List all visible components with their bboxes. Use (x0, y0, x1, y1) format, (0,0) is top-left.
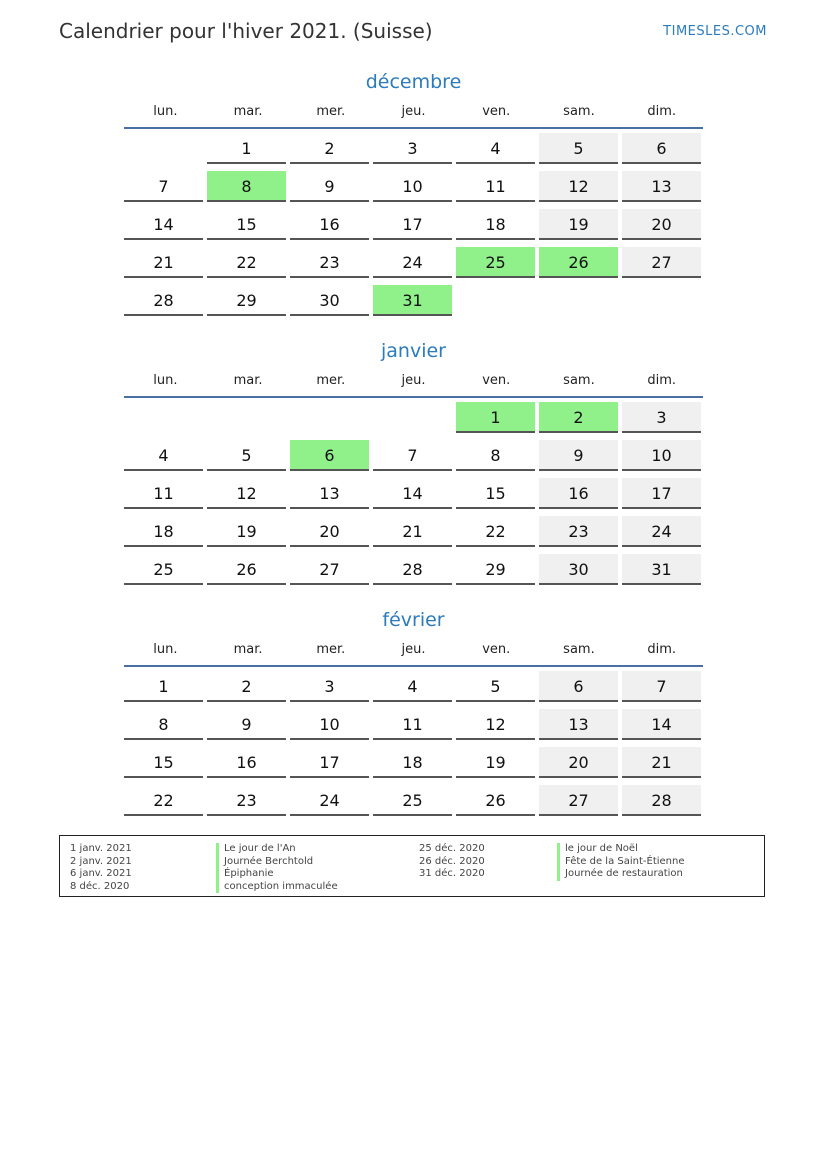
legend-date: 6 janv. 2021 (70, 868, 132, 879)
day-cell[interactable]: 23 (207, 785, 286, 816)
weekday-label: mar. (233, 373, 263, 388)
weekday-label: ven. (482, 642, 511, 657)
day-cell[interactable]: 30 (290, 285, 369, 316)
day-cell[interactable]: 29 (207, 285, 286, 316)
day-cell[interactable]: 4 (124, 440, 203, 471)
day-cell[interactable]: 10 (290, 709, 369, 740)
day-cell[interactable]: 30 (539, 554, 618, 585)
day-cell[interactable]: 4 (456, 133, 535, 164)
day-cell[interactable]: 15 (207, 209, 286, 240)
day-cell[interactable]: 17 (290, 747, 369, 778)
month-name: décembre (365, 71, 462, 93)
weekday-label: mer. (316, 104, 346, 119)
day-cell[interactable]: 31 (622, 554, 701, 585)
day-cell[interactable]: 9 (539, 440, 618, 471)
day-cell[interactable]: 18 (456, 209, 535, 240)
day-cell[interactable]: 22 (124, 785, 203, 816)
legend-date: 26 déc. 2020 (419, 855, 485, 867)
day-cell[interactable]: 17 (373, 209, 452, 240)
day-cell[interactable]: 20 (290, 516, 369, 547)
day-cell[interactable]: 27 (622, 247, 701, 278)
day-cell[interactable]: 10 (373, 171, 452, 202)
day-cell[interactable]: 19 (207, 516, 286, 547)
weekday-label: mer. (316, 373, 346, 388)
day-cell[interactable]: 25 (124, 554, 203, 585)
day-cell[interactable]: 9 (207, 709, 286, 740)
weekday-header (124, 641, 703, 667)
day-cell[interactable]: 4 (373, 671, 452, 702)
page-title: Calendrier pour l'hiver 2021. (Suisse) (59, 19, 433, 43)
holiday-day-cell[interactable]: 6 (290, 440, 369, 471)
day-cell[interactable]: 12 (456, 709, 535, 740)
legend-holiday-name: Fête de la Saint-Étienne (557, 856, 685, 869)
day-cell[interactable]: 13 (622, 171, 701, 202)
day-grid (124, 671, 703, 823)
day-cell[interactable]: 15 (124, 747, 203, 778)
empty-cell (207, 402, 286, 433)
day-cell[interactable]: 8 (124, 709, 203, 740)
legend-holiday-name: Épiphanie (216, 868, 338, 881)
day-cell[interactable]: 16 (539, 478, 618, 509)
day-cell[interactable]: 15 (456, 478, 535, 509)
legend-date: 25 déc. 2020 (419, 843, 485, 854)
day-cell[interactable]: 29 (456, 554, 535, 585)
day-grid (124, 133, 703, 323)
day-cell[interactable]: 21 (622, 747, 701, 778)
day-cell[interactable]: 16 (290, 209, 369, 240)
legend-holiday-name: conception immaculée (216, 881, 338, 894)
weekday-label: mar. (233, 104, 263, 119)
month-january (124, 337, 703, 592)
weekday-header (124, 103, 703, 129)
day-cell[interactable]: 8 (456, 440, 535, 471)
holiday-day-cell[interactable]: 8 (207, 171, 286, 202)
day-cell[interactable]: 28 (124, 285, 203, 316)
day-cell[interactable]: 6 (622, 133, 701, 164)
day-cell[interactable]: 14 (622, 709, 701, 740)
day-cell[interactable]: 19 (456, 747, 535, 778)
day-cell[interactable]: 24 (622, 516, 701, 547)
day-cell[interactable]: 3 (373, 133, 452, 164)
day-cell[interactable]: 19 (539, 209, 618, 240)
legend-date: 31 déc. 2020 (419, 868, 485, 879)
weekday-label: ven. (482, 104, 511, 119)
day-cell[interactable]: 5 (207, 440, 286, 471)
weekday-label: dim. (647, 104, 676, 119)
holiday-day-cell[interactable]: 31 (373, 285, 452, 316)
holiday-day-cell[interactable]: 25 (456, 247, 535, 278)
weekday-label: lun. (153, 373, 178, 388)
day-cell[interactable]: 5 (456, 671, 535, 702)
day-cell[interactable]: 11 (124, 478, 203, 509)
day-cell[interactable]: 27 (539, 785, 618, 816)
weekday-label: dim. (647, 373, 676, 388)
weekday-label: lun. (153, 104, 178, 119)
legend-dates-left (70, 843, 132, 893)
day-cell[interactable]: 24 (373, 247, 452, 278)
day-cell[interactable]: 7 (622, 671, 701, 702)
day-cell[interactable]: 5 (539, 133, 618, 164)
day-cell[interactable]: 24 (290, 785, 369, 816)
day-cell[interactable]: 12 (539, 171, 618, 202)
weekday-label: mer. (316, 642, 346, 657)
day-cell[interactable]: 23 (290, 247, 369, 278)
day-cell[interactable]: 13 (290, 478, 369, 509)
day-cell[interactable]: 27 (290, 554, 369, 585)
weekday-label: ven. (482, 373, 511, 388)
day-cell[interactable]: 11 (456, 171, 535, 202)
day-cell[interactable]: 25 (373, 785, 452, 816)
legend-holiday-name: Journée de restauration (557, 868, 685, 881)
day-cell[interactable]: 28 (622, 785, 701, 816)
legend-holiday-name: Le jour de l'An (216, 843, 338, 856)
day-cell[interactable]: 7 (373, 440, 452, 471)
day-grid (124, 402, 703, 592)
day-cell[interactable]: 26 (207, 554, 286, 585)
day-cell[interactable]: 9 (290, 171, 369, 202)
empty-cell (290, 402, 369, 433)
empty-cell (124, 133, 203, 164)
day-cell[interactable]: 2 (290, 133, 369, 164)
legend-date: 1 janv. 2021 (70, 843, 132, 854)
day-cell[interactable]: 21 (373, 516, 452, 547)
day-cell[interactable]: 7 (124, 171, 203, 202)
day-cell[interactable]: 13 (539, 709, 618, 740)
holiday-legend (59, 835, 765, 897)
day-cell[interactable]: 22 (456, 516, 535, 547)
day-cell[interactable]: 3 (622, 402, 701, 433)
day-cell[interactable]: 2 (207, 671, 286, 702)
day-cell[interactable]: 26 (456, 785, 535, 816)
day-cell[interactable]: 6 (539, 671, 618, 702)
day-cell[interactable]: 12 (207, 478, 286, 509)
holiday-day-cell[interactable]: 26 (539, 247, 618, 278)
day-cell[interactable]: 3 (290, 671, 369, 702)
day-cell[interactable]: 14 (373, 478, 452, 509)
weekday-label: sam. (563, 373, 595, 388)
day-cell[interactable]: 21 (124, 247, 203, 278)
day-cell[interactable]: 23 (539, 516, 618, 547)
day-cell[interactable]: 1 (124, 671, 203, 702)
day-cell[interactable]: 22 (207, 247, 286, 278)
day-cell[interactable]: 20 (622, 209, 701, 240)
empty-cell (124, 402, 203, 433)
month-december (124, 68, 703, 323)
day-cell[interactable]: 17 (622, 478, 701, 509)
day-cell[interactable]: 14 (124, 209, 203, 240)
day-cell[interactable]: 1 (207, 133, 286, 164)
holiday-day-cell[interactable]: 2 (539, 402, 618, 433)
day-cell[interactable]: 18 (124, 516, 203, 547)
legend-date: 2 janv. 2021 (70, 855, 132, 867)
weekday-label: dim. (647, 642, 676, 657)
legend-dates-right (419, 843, 485, 881)
weekday-label: jeu. (401, 104, 426, 119)
weekday-label: lun. (153, 642, 178, 657)
weekday-label: sam. (563, 642, 595, 657)
day-cell[interactable]: 11 (373, 709, 452, 740)
day-cell[interactable]: 16 (207, 747, 286, 778)
day-cell[interactable]: 10 (622, 440, 701, 471)
legend-names-left (216, 843, 338, 893)
weekday-label: jeu. (401, 373, 426, 388)
weekday-label: sam. (563, 104, 595, 119)
empty-cell (373, 402, 452, 433)
day-cell[interactable]: 20 (539, 747, 618, 778)
legend-date: 8 déc. 2020 (70, 880, 130, 892)
legend-names-right (557, 843, 685, 881)
weekday-label: jeu. (401, 642, 426, 657)
month-february (124, 606, 703, 823)
day-cell[interactable]: 18 (373, 747, 452, 778)
weekday-label: mar. (233, 642, 263, 657)
month-name: février (382, 609, 445, 631)
holiday-day-cell[interactable]: 1 (456, 402, 535, 433)
legend-holiday-name: le jour de Noël (557, 843, 685, 856)
site-link[interactable]: TIMESLES.COM (663, 24, 767, 39)
day-cell[interactable]: 28 (373, 554, 452, 585)
legend-holiday-name: Journée Berchtold (216, 856, 338, 869)
month-name: janvier (381, 340, 446, 362)
weekday-header (124, 372, 703, 398)
